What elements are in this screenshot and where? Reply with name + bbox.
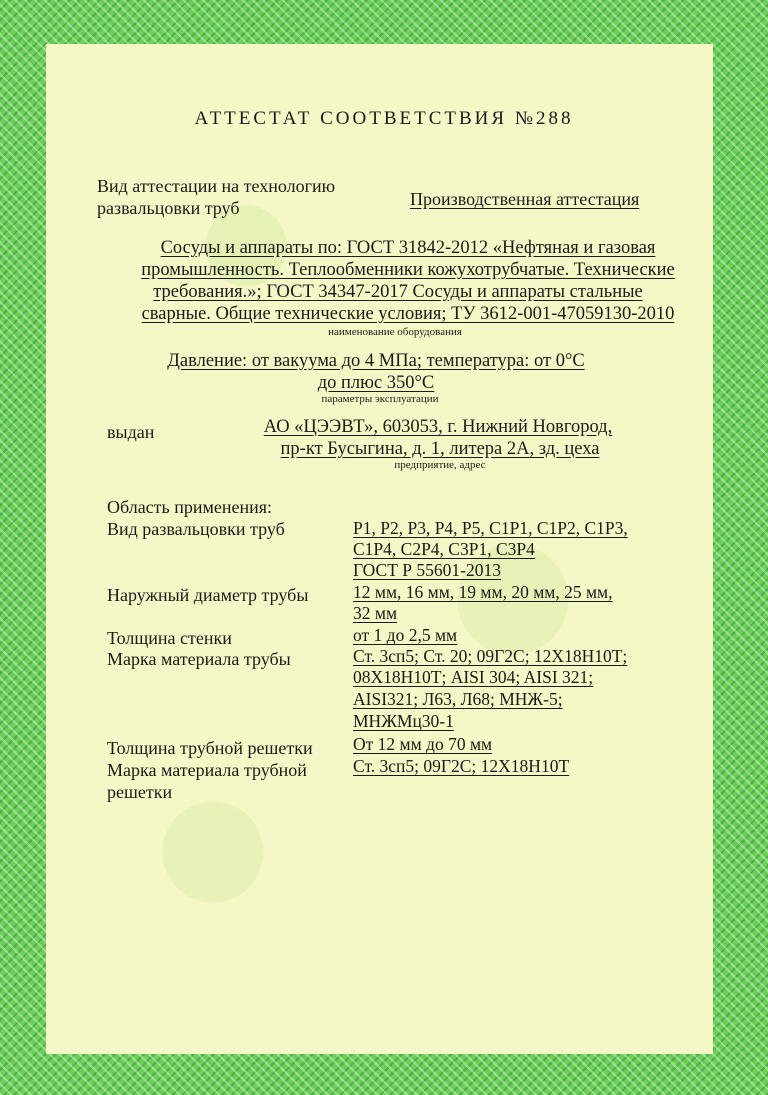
scope-label-tube-material: Марка материала трубы (107, 649, 291, 669)
scope-label-wall-thickness: Толщина стенки (107, 628, 232, 648)
equipment-line-2: промышленность. Теплообменники кожухотрубчатые. Технические (141, 260, 675, 280)
operation-caption: параметры эксплуатации (321, 393, 439, 405)
issued-caption: предприятие, адрес (394, 459, 486, 471)
scope-value-tubesheet-thickness: От 12 мм до 70 мм (353, 734, 493, 754)
attestation-type-value: Производственная аттестация (410, 189, 640, 209)
attestation-type-label-2: развальцовки труб (97, 198, 240, 218)
scope-value-tube-material-1: Ст. 3сп5; Ст. 20; 09Г2С; 12Х18Н10Т; (353, 646, 628, 666)
scope-value-tube-material-3: AISI321; Л63, Л68; МНЖ-5; (353, 689, 563, 709)
scope-value-wall-thickness: от 1 до 2,5 мм (353, 625, 458, 645)
scope-label-tubesheet-thickness: Толщина трубной решетки (107, 738, 313, 758)
equipment-caption: наименование оборудования (328, 326, 462, 338)
scope-value-outer-diameter-2: 32 мм (353, 603, 398, 623)
issued-line-1: АО «ЦЭЭВТ», 603053, г. Нижний Новгород, (263, 417, 613, 437)
attestation-type-label-1: Вид аттестации на технологию (97, 176, 336, 196)
scope-label-outer-diameter: Наружный диаметр трубы (107, 585, 309, 605)
scope-label-tubesheet-material-2: решетки (107, 782, 173, 802)
equipment-line-3: требования.»; ГОСТ 34347-2017 Сосуды и аппараты стальные (153, 282, 643, 302)
scope-value-outer-diameter-1: 12 мм, 16 мм, 19 мм, 20 мм, 25 мм, (353, 582, 613, 602)
scope-label-tubesheet-material-1: Марка материала трубной (107, 760, 307, 780)
scope-value-expansion-type-2: С1Р4, С2Р4, С3Р1, С3Р4 (353, 539, 535, 559)
equipment-line-4: сварные. Общие технические условия; ТУ 3612-001-47059130-2010 (141, 304, 675, 324)
certificate-title: АТТЕСТАТ СООТВЕТСТВИЯ №288 (194, 108, 574, 129)
scope-heading: Область применения: (107, 497, 273, 517)
scope-value-tube-material-4: МНЖМц30-1 (353, 711, 454, 731)
issued-line-2: пр-кт Бусыгина, д. 1, литера 2А, зд. цеха (280, 439, 600, 459)
equipment-line-1: Сосуды и аппараты по: ГОСТ 31842-2012 «Нефтяная и газовая (160, 238, 656, 258)
operation-line-2: до плюс 350°С (317, 373, 435, 393)
scope-value-expansion-type-1: Р1, Р2, Р3, Р4, Р5, С1Р1, С1Р2, С1Р3, (353, 518, 628, 538)
issued-label: выдан (107, 422, 155, 442)
scope-value-tube-material-2: 08Х18Н10Т; AISI 304; AISI 321; (353, 667, 594, 687)
scope-value-expansion-type-3: ГОСТ Р 55601-2013 (353, 560, 501, 580)
scope-value-tubesheet-material: Ст. 3сп5; 09Г2С; 12Х18Н10Т (353, 756, 570, 776)
scope-label-expansion-type: Вид развальцовки труб (107, 519, 285, 539)
operation-line-1: Давление: от вакуума до 4 МПа; температура: от 0°С (167, 351, 585, 371)
